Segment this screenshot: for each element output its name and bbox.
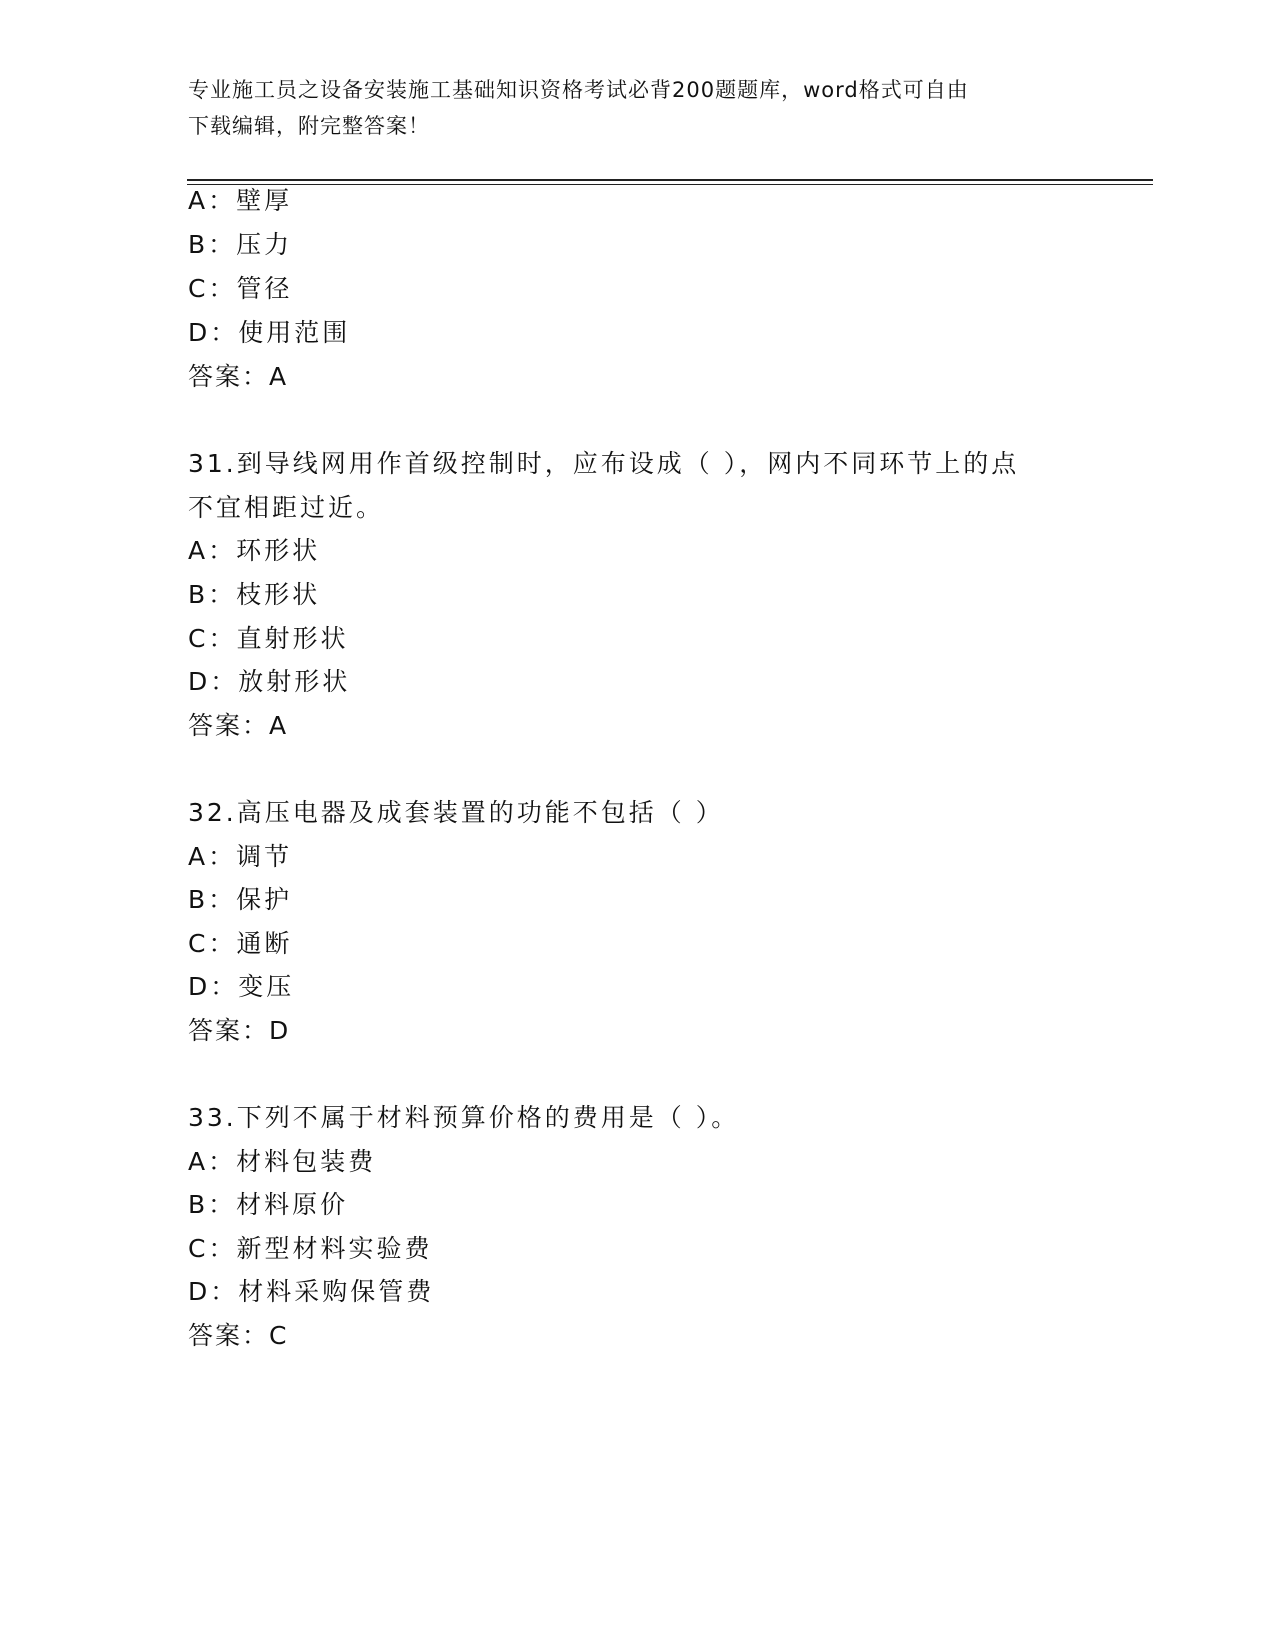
header-divider-thick	[187, 179, 1153, 181]
q31-stem-line-1: 31.到导线网用作首级控制时，应布设成（ ），网内不同环节上的点	[188, 449, 1020, 478]
q33-stem: 33.下列不属于材料预算价格的费用是（ ）。	[188, 1103, 740, 1132]
q30-option-c: C：管径	[188, 274, 293, 303]
q31-option-b: B：枝形状	[188, 580, 321, 609]
q33-option-c: C：新型材料实验费	[188, 1234, 433, 1263]
header-divider-thin	[187, 184, 1153, 185]
q33-option-d: D：材料采购保管费	[188, 1277, 435, 1306]
q30-option-d: D：使用范围	[188, 318, 351, 347]
q31-answer: 答案：A	[188, 711, 289, 740]
q31-option-d: D：放射形状	[188, 667, 351, 696]
q32-option-b: B：保护	[188, 885, 293, 914]
document-header	[188, 72, 1068, 144]
q32-answer: 答案：D	[188, 1016, 291, 1045]
q30-option-b: B：压力	[188, 230, 293, 259]
q33-answer: 答案：C	[188, 1321, 289, 1350]
q33-option-a: A：材料包装费	[188, 1147, 377, 1176]
q32-option-a: A：调节	[188, 842, 293, 871]
q32-option-d: D：变压	[188, 972, 295, 1001]
header-line-2: 下载编辑，附完整答案！	[188, 114, 430, 138]
q31-option-c: C：直射形状	[188, 624, 349, 653]
q30-option-a: A：壁厚	[188, 186, 293, 215]
q32-stem: 32.高压电器及成套装置的功能不包括（ ）	[188, 798, 724, 827]
q33-option-b: B：材料原价	[188, 1190, 349, 1219]
header-line-1: 专业施工员之设备安装施工基础知识资格考试必背200题题库，word格式可自由	[188, 78, 969, 102]
q30-answer: 答案：A	[188, 362, 289, 391]
q31-stem-line-2: 不宜相距过近。	[188, 493, 385, 522]
q32-option-c: C：通断	[188, 929, 293, 958]
q31-option-a: A：环形状	[188, 536, 321, 565]
